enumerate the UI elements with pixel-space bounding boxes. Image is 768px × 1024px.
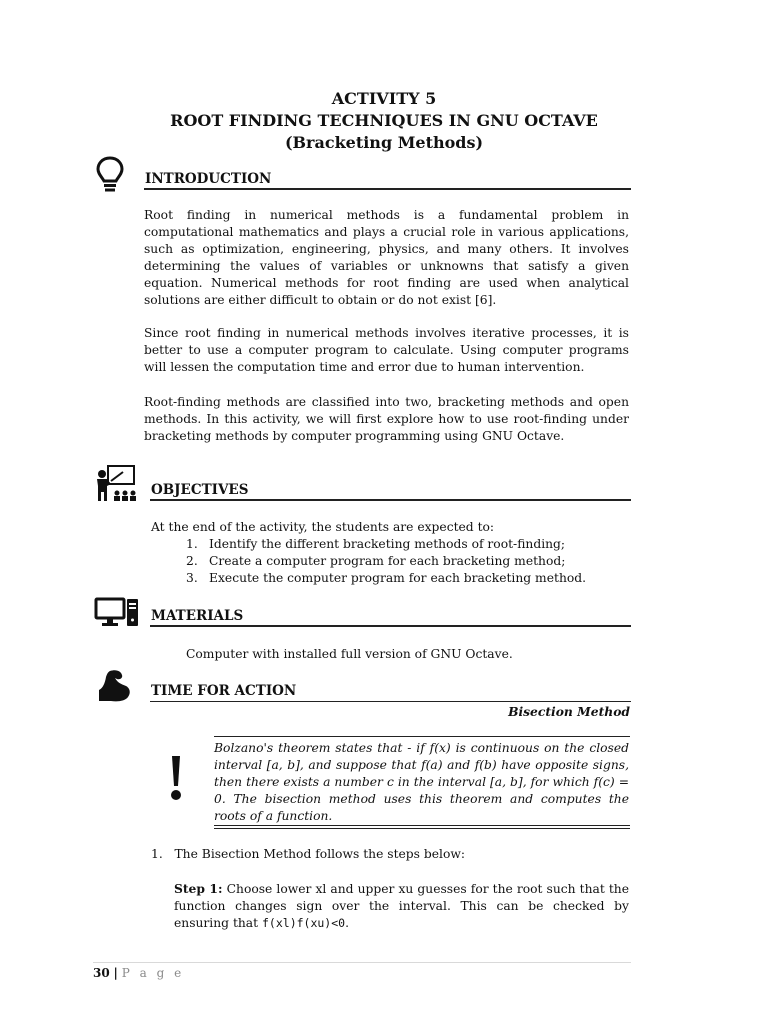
page-number: 30	[93, 966, 110, 980]
bisection-steps-intro	[151, 846, 631, 863]
objectives-lead: At the end of the activity, the students are expected to:	[151, 520, 495, 534]
footer-rule	[93, 962, 631, 963]
objective-text: Create a computer program for each bracketing method;	[209, 554, 566, 568]
page-footer	[93, 966, 184, 980]
materials-rule	[150, 625, 631, 627]
exclamation-icon	[166, 754, 186, 802]
objectives-heading: OBJECTIVES	[151, 482, 249, 498]
objective-number: 2.	[186, 554, 198, 568]
activity-subtitle-methods: (Bracketing Methods)	[284, 133, 484, 152]
objective-item	[186, 553, 626, 570]
introduction-paragraph-1: Root finding in numerical methods is a fundamental problem in computational mathematics and plays a crucial role in various applications, such as optimization, engineering, physics, and many others. It involves determining the values of variables or unknowns that satisfy a given equation. Numerical methods for root finding are used when analytical solutions are either difficult to obtain or do not exist [6].	[144, 208, 629, 307]
objective-item	[186, 536, 626, 553]
computer-icon	[94, 597, 140, 627]
introduction-rule	[144, 188, 631, 190]
introduction-paragraph-3: Root-finding methods are classified into two, bracketing methods and open methods. In this activity, we will first explore how to use root-finding under bracketing methods by computer programming using GNU Octave.	[144, 395, 629, 443]
step-1-text: Choose lower xl and upper xu guesses for the root such that the function changes sign over the interval. This can be checked by ensuring that	[174, 882, 630, 930]
bisection-method-subheading: Bisection Method	[508, 704, 630, 719]
step-1-end: .	[345, 916, 350, 930]
activity-title: ACTIVITY 5	[331, 89, 437, 108]
teacher-icon	[95, 464, 137, 504]
step-1	[174, 880, 629, 932]
activity-subtitle: ROOT FINDING TECHNIQUES IN GNU OCTAVE	[170, 111, 598, 130]
step-1-condition: f(xl)f(xu)<0	[262, 916, 346, 930]
flexed-arm-icon	[96, 668, 132, 704]
materials-text: Computer with installed full version of GNU Octave.	[186, 647, 513, 661]
step-1-label: Step 1:	[174, 881, 223, 896]
time-for-action-rule	[150, 701, 631, 702]
materials-heading: MATERIALS	[151, 608, 244, 624]
objectives-list	[186, 536, 626, 587]
objective-text: Identify the different bracketing methods of root-finding;	[209, 537, 566, 551]
step-list-number: 1.	[151, 847, 163, 861]
introduction-heading: INTRODUCTION	[145, 171, 272, 187]
bolzano-note: Bolzano's theorem states that - if f(x) is continuous on the closed interval [a, b], and suppose that f(a) and f(b) have opposite signs, then there exists a number c in the interval [a, b], for which f(c) = 0. The bisection method uses this theorem and computes the roots of a function.	[214, 741, 629, 823]
step-list-text: The Bisection Method follows the steps below:	[174, 847, 466, 861]
lightbulb-icon	[94, 155, 126, 195]
note-top-rule	[214, 736, 630, 737]
introduction-paragraph-2: Since root finding in numerical methods involves iterative processes, it is better to use a computer program to calculate. Using computer programs will lessen the computation time and error due to human intervention.	[144, 326, 629, 374]
objective-number: 1.	[186, 537, 198, 551]
time-for-action-heading: TIME FOR ACTION	[151, 683, 297, 699]
objective-text: Execute the computer program for each bracketing method.	[209, 571, 587, 585]
footer-separator: |	[113, 966, 118, 980]
objectives-rule	[150, 499, 631, 501]
page-label: P a g e	[121, 966, 185, 980]
note-bottom-rule	[214, 825, 630, 829]
objective-item	[186, 570, 626, 587]
objective-number: 3.	[186, 571, 198, 585]
